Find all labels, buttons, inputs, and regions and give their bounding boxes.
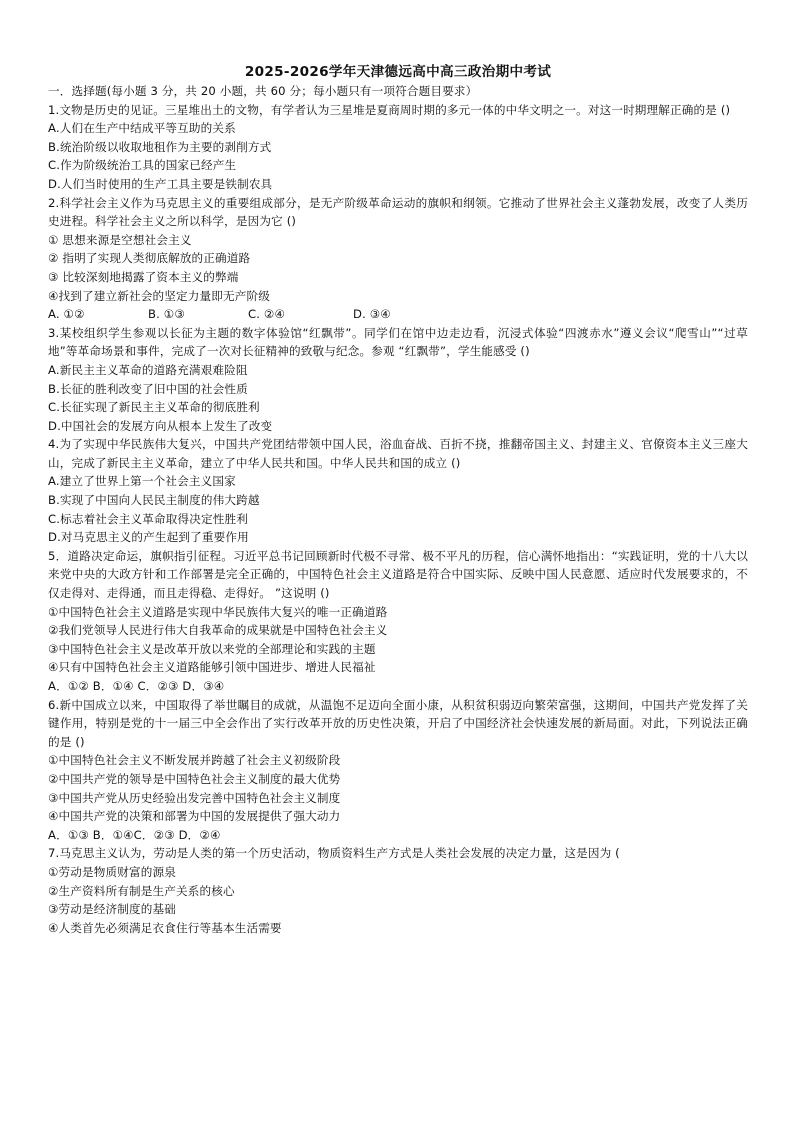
option-c: C.标志着社会主义革命取得决定性胜利 [48, 511, 248, 526]
question-7 [48, 844, 748, 937]
statement-4: ④中国共产党的决策和部署为中国的发展提供了强大动力 [48, 809, 341, 824]
option-d: D.人们当时使用的生产工具主要是铁制农具 [48, 176, 273, 191]
option-a: A.新民主主义革命的道路充满艰难险阻 [48, 362, 248, 377]
statement-2: ② 指明了实现人类彻底解放的正确道路 [48, 251, 251, 266]
option-a: A.人们在生产中结成平等互助的关系 [48, 121, 236, 136]
option-b: B.实现了中国向人民民主制度的伟大跨越 [48, 493, 260, 508]
question-stem: 1.文物是历史的见证。三星堆出土的文物，有学者认为三星堆是夏商周时期的多元一体的中华文明之一。对这一时期理解正确的是 () [48, 102, 731, 117]
option-c: C.长征实现了新民主主义革命的彻底胜利 [48, 400, 260, 415]
question-stem: 5．道路决定命运，旗帜指引征程。习近平总书记回顾新时代极不寻常、极不平凡的历程，信心满怀地指出：“实践证明，党的十八大以来党中央的大政方针和工作部署是完全正确的，中国特色社会主义道路是符合中国实际、反映中国人民意愿、适应时代发展要求的，不仅走得对、走得通，而且走得稳、走得好。 ”这说明 () [48, 548, 748, 601]
answer-choices: A．①③ B．①④C．②③ D．②④ [48, 827, 221, 842]
exam-page [48, 62, 748, 937]
question-3 [48, 324, 748, 436]
statement-2: ②生产资料所有制是生产关系的核心 [48, 883, 235, 898]
question-stem: 7.马克思主义认为，劳动是人类的第一个历史活动，物质资料生产方式是人类社会发展的决定力量，这是因为 ( [48, 846, 620, 861]
statement-1: ①中国特色社会主义不断发展并跨越了社会主义初级阶段 [48, 753, 341, 768]
statement-3: ③劳动是经济制度的基础 [48, 902, 176, 917]
option-d: D.对马克思主义的产生起到了重要作用 [48, 530, 249, 545]
statement-2: ②我们党领导人民进行伟大自我革命的成果就是中国特色社会主义 [48, 623, 388, 638]
option-b: B.长征的胜利改变了旧中国的社会性质 [48, 381, 248, 396]
question-stem: 3.某校组织学生参观以长征为主题的数字体验馆“红飘带”。同学们在馆中边走边看，沉浸式体验“四渡赤水”遵义会议“爬雪山”“过草地”等革命场景和事件，完成了一次对长征精神的致敬与纪念。参观 “红飘带”，学生能感受 () [48, 325, 748, 359]
option-d: D.中国社会的发展方向从根本上发生了改变 [48, 418, 273, 433]
question-5 [48, 547, 748, 696]
question-stem: 4.为了实现中华民族伟大复兴，中国共产党团结带领中国人民，浴血奋战、百折不挠，推翻帝国主义、封建主义、官僚资本主义三座大山，完成了新民主主义革命，建立了中华人民共和国。中华人民共和国的成立 () [48, 437, 748, 470]
statement-2: ②中国共产党的领导是中国特色社会主义制度的最大优势 [48, 771, 341, 786]
question-2 [48, 194, 748, 324]
question-1 [48, 101, 748, 194]
choice-a: A. ①② [48, 307, 85, 322]
answer-choices: A．①② B．①④ C．②③ D．③④ [48, 679, 225, 693]
statement-3: ③ 比较深刻地揭露了资本主义的弊端 [48, 269, 239, 284]
exam-title: 2025-2026学年天津德远高中高三政治期中考试 [244, 64, 552, 80]
statement-1: ①劳动是物质财富的源泉 [48, 864, 176, 879]
question-stem: 2.科学社会主义作为马克思主义的重要组成部分，是无产阶级革命运动的旗帜和纲领。它推动了世界社会主义蓬勃发展，改变了人类历史进程。科学社会主义之所以科学，是因为它 () [48, 195, 748, 229]
statement-1: ①中国特色社会主义道路是实现中华民族伟大复兴的唯一正确道路 [48, 604, 388, 619]
statement-3: ③中国共产党从历史经验出发完善中国特色社会主义制度 [48, 790, 341, 805]
statement-4: ④只有中国特色社会主义道路能够引领中国进步、增进人民福祉 [48, 660, 376, 675]
choice-d: D. ③④ [353, 307, 391, 322]
choice-b: B. ①③ [148, 307, 185, 322]
statement-4: ④人类首先必须满足衣食住行等基本生活需要 [48, 920, 282, 935]
statement-1: ① 思想来源是空想社会主义 [48, 232, 192, 247]
question-4 [48, 435, 748, 547]
statement-3: ③中国特色社会主义是改革开放以来党的全部理论和实践的主题 [48, 641, 376, 656]
choice-c: C. ②④ [248, 307, 286, 322]
option-a: A.建立了世界上第一个社会主义国家 [48, 474, 236, 489]
section-heading: 一．选择题(每小题 3 分，共 20 小题，共 60 分；每小题只有一项符合题目要求） [48, 84, 478, 98]
option-c: C.作为阶级统治工具的国家已经产生 [48, 158, 237, 173]
answer-choices [48, 305, 748, 324]
option-b: B.统治阶级以收取地租作为主要的剥削方式 [48, 139, 272, 154]
question-stem: 6.新中国成立以来，中国取得了举世瞩目的成就，从温饱不足迈向全面小康，从积贫积弱迈向繁荣富强，这期间，中国共产党发挥了关键作用，特别是党的十一届三中全会作出了实行改革开放的历史性决策，开启了中国经济社会快速发展的新局面。对此，下列说法正确的是 () [48, 697, 748, 749]
statement-4: ④找到了建立新社会的坚定力量即无产阶级 [48, 288, 270, 303]
question-6 [48, 696, 748, 845]
